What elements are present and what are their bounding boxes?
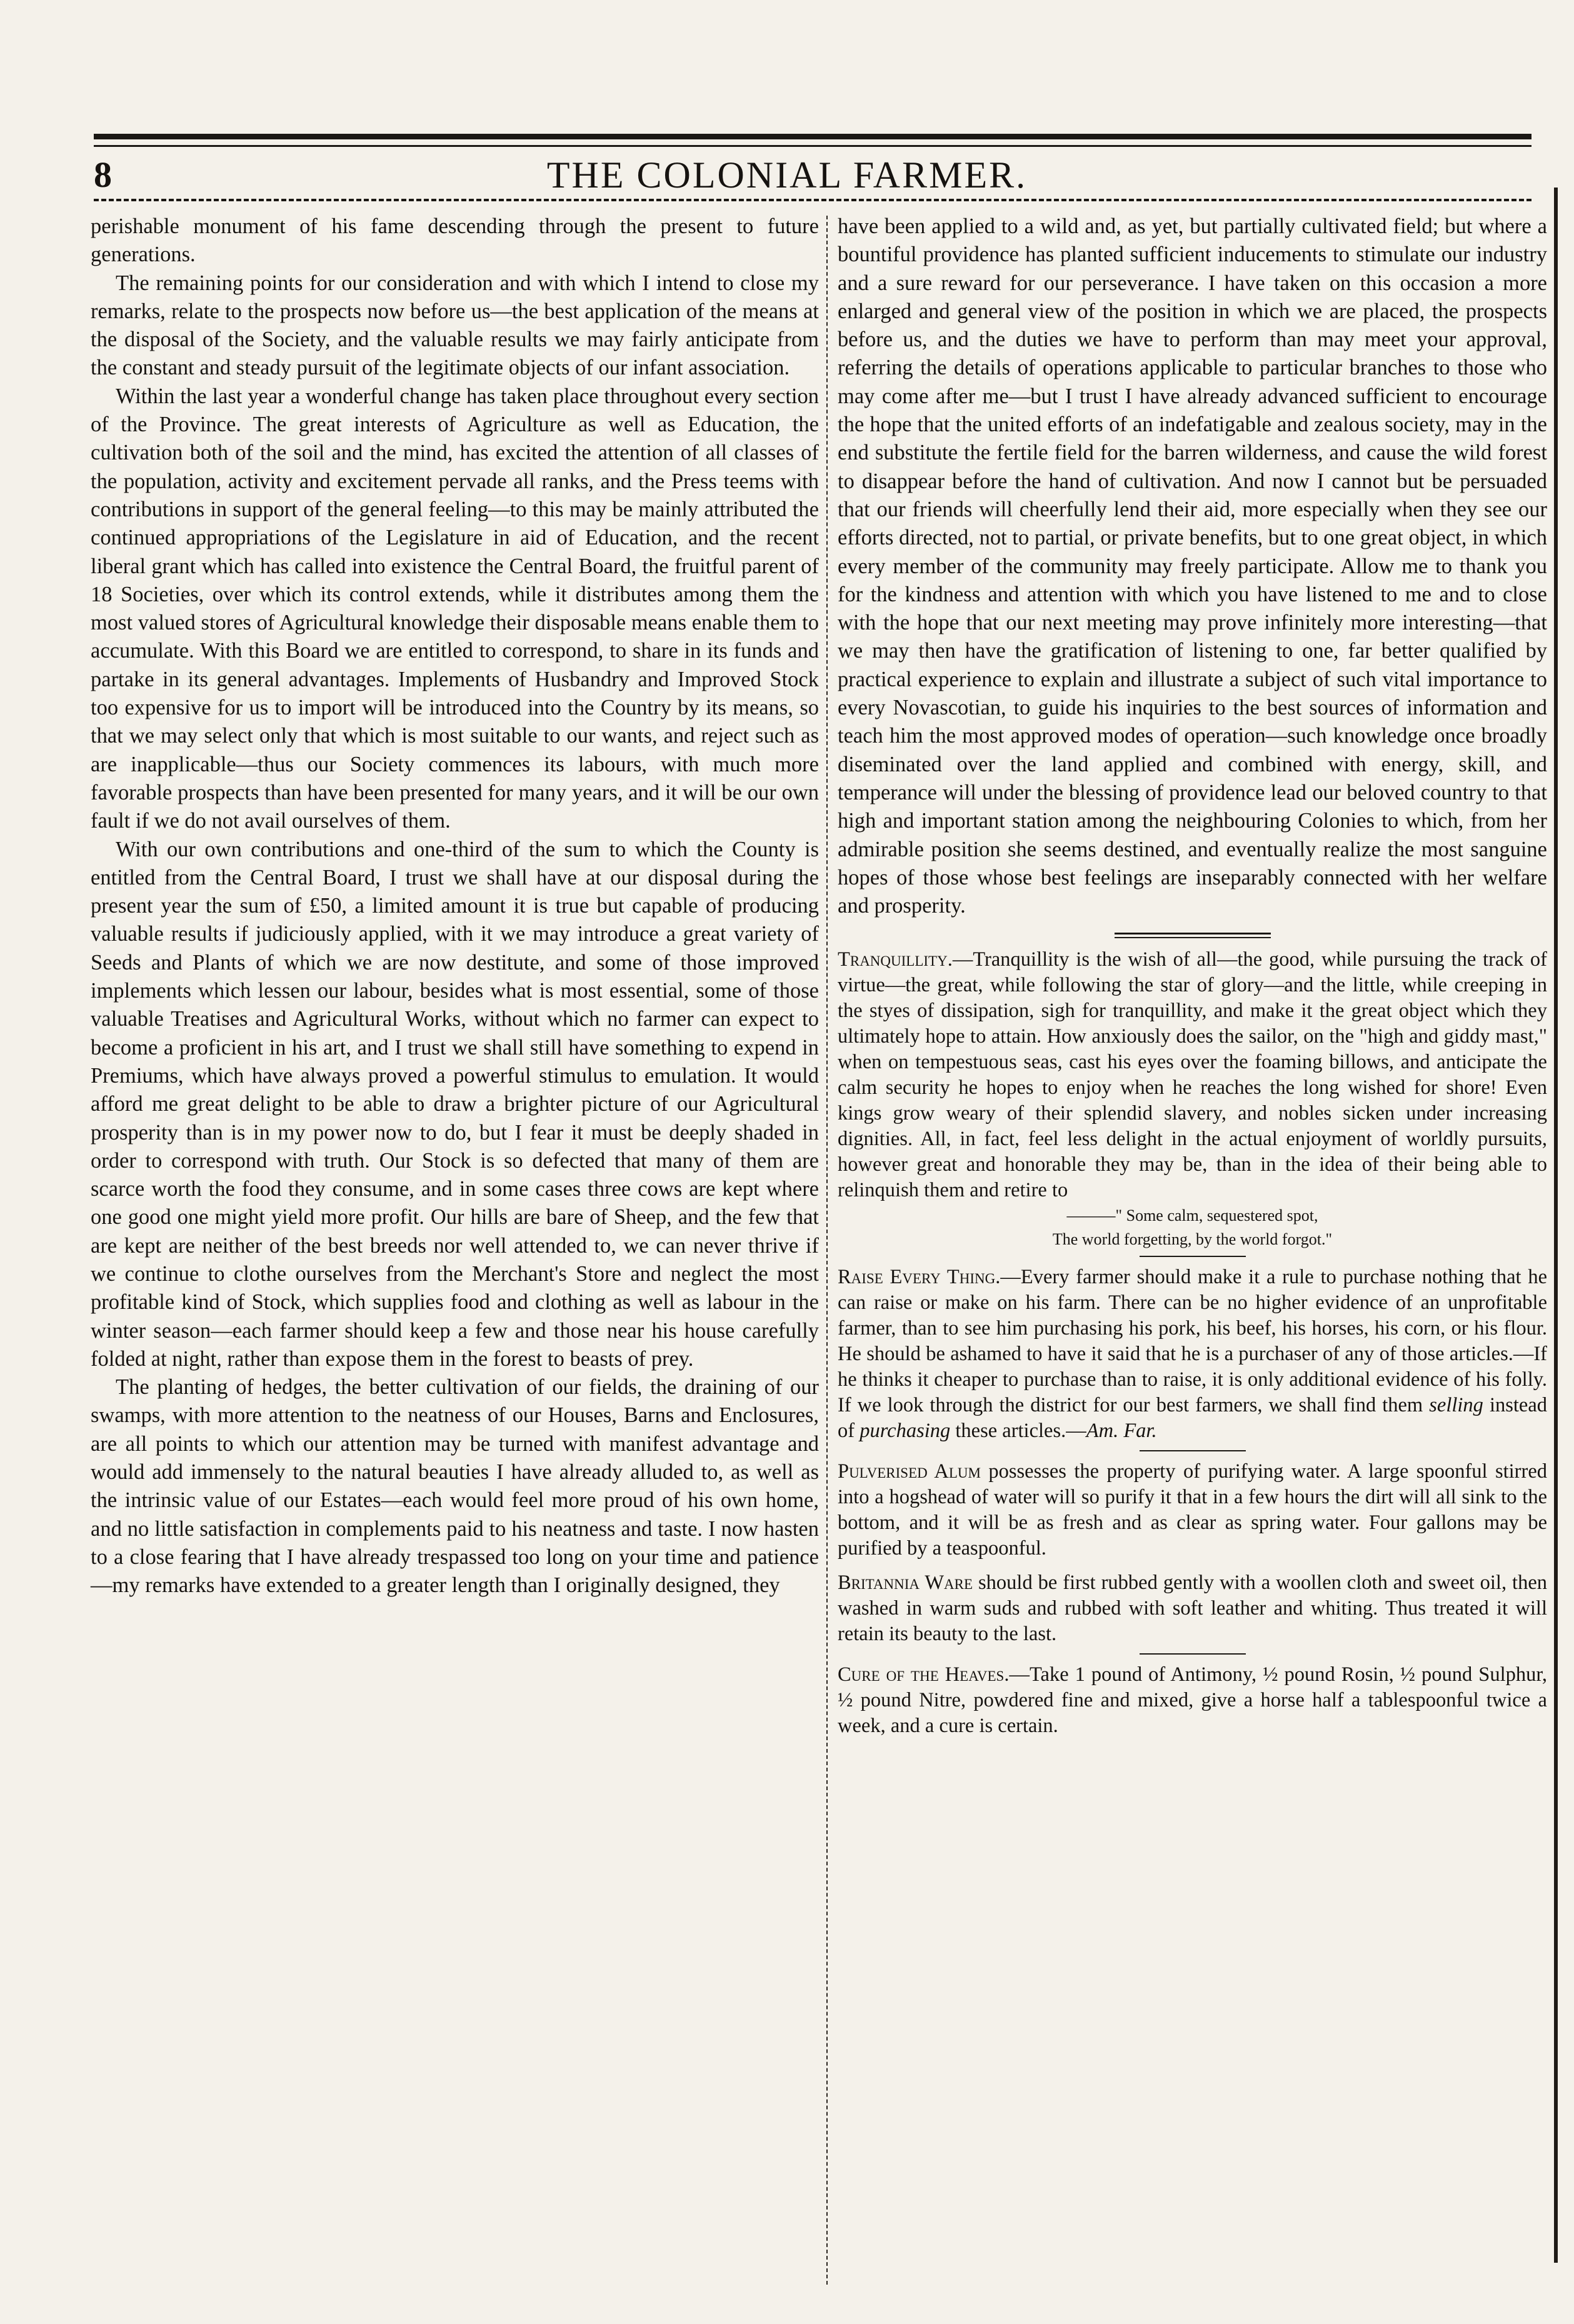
article-heading: Cure of the Heaves. [838, 1663, 1010, 1686]
article-heading: Britannia Ware [838, 1571, 973, 1595]
article-text: —Every farmer should make it a rule to purchase nothing that he can raise or make on his farm. There can be no higher evidence of an unprofitable farmer, than to see him purchasing his pork, his beef, his horses, his corn, or his flour. He should be ashamed to have it said that he is a purchaser of any of those articles.—If he thinks it cheaper to purchase than to raise, it is only additional evidence of his folly. If we look through the district for our best farmers, we shall find them [838, 1266, 1548, 1417]
article-heading: Tranquillity. [838, 948, 953, 971]
article-britannia-ware [838, 1570, 1547, 1647]
article-text: —Take 1 pound of Antimony, ½ pound Rosin, ½ pound Sulphur, ½ pound Nitre, powdered fine and mixed, give a horse half a tablespoonful twice a week, and a cure is certain. [838, 1663, 1547, 1738]
paragraph: The remaining points for our consideration and with which I intend to close my remarks, relate to the prospects now before us—the best application of the means at the disposal of the Society, and the valuable results we may fairly anticipate from the constant and steady pursuit of the legitimate objects of our infant association. [91, 271, 819, 380]
top-thin-rule [94, 145, 1531, 147]
top-thick-rule [94, 134, 1531, 139]
article-text: possesses the property of purifying water. A large spoonful stirred into a hogshead of water will so purify it that in a few hours the dirt will all sink to the bottom, and it will be as fresh and as clear as spring water. Four gallons may be purified by a teaspoonful. [838, 1460, 1547, 1560]
paragraph: The planting of hedges, the better cultivation of our fields, the draining of our swamps, with more attention to the neatness of our Houses, Barns and Enclosures, are all points to which our attention may be turned with manifest advantage and would add immensely to the natural beauties I have already alluded to, as well as the intrinsic value of our Estates—each would feel more proud of his own home, and no little satisfaction in complements paid to his neatness and taste. I now hasten to a close fearing that I have already trespassed too long on your time and patience—my remarks have extended to a greater length than I originally designed, they [91, 1375, 819, 1598]
section-divider [1140, 1653, 1246, 1655]
quote-line: ———" Some calm, sequestered spot, [1066, 1206, 1318, 1225]
paragraph: have been applied to a wild and, as yet, but partially cultivated field; but where a bountiful providence has planted sufficient inducements to stimulate our industry and a sure reward for our perseverance. I have taken on this occasion a more enlarged and general view of the position in which we are placed, the prospects before us, and the duties we have to perform than may meet your approval, referring the details of operations applicable to particular branches to those who may come after me—but I trust I have already advanced sufficient to encourage the hope that the united efforts of an indefatigable and zealous society, may in the end substitute the fertile field for the barren wilderness, and cause the wild forest to disappear before the hand of cultivation. And now I cannot but be persuaded that our friends will cheerfully lend their aid, more especially when they see our efforts directed, not to partial, or private benefits, but to one great object, in which every member of the community may freely participate. Allow me to thank you for the kindness and attention with which you have listened to me and to close with the hope that our next meeting may prove infinitely more interesting—that we may then have the gratification of listening to one, far better qualified by practical experience to explain and illustrate a subject of such vital importance to every Novascotian, to guide his inquiries to the best sources of information and teach him the most approved modes of operation—such knowledge once broadly diseminated over the land applied and combined with energy, skill, and temperance will under the blessing of providence lead our beloved country to that high and important station among the neighbouring Colonies to which, from her admirable position she seems destined, and eventually realize the most sanguine hopes of those whose best feelings are inseparably connected with her welfare and prosperity. [838, 214, 1547, 918]
section-divider [1140, 1256, 1246, 1257]
article-heading: Pulverised Alum [838, 1460, 981, 1483]
column-divider [826, 216, 828, 2285]
page-number: 8 [94, 154, 112, 195]
quote-line: The world forgetting, by the world forgot." [1052, 1230, 1333, 1249]
emphasis: selling [1429, 1394, 1483, 1417]
article-pulverised-alum [838, 1459, 1547, 1561]
emphasis: purchasing [860, 1420, 951, 1443]
article-text: should be first rubbed gently with a woollen cloth and sweet oil, then washed in warm suds and rubbed with soft leather and whiting. Thus treated it will retain its beauty to the last. [838, 1571, 1547, 1646]
article-text: instead of [838, 1394, 1547, 1443]
masthead-title: THE COLONIAL FARMER. [546, 154, 1028, 196]
article-cure-of-heaves [838, 1662, 1547, 1739]
article-text: —Tranquillity is the wish of all—the good, while pursuing the track of virtue—the great, while following the star of glory—and the little, while creeping in the styes of dissipation, sigh for tranquillity, and make it the great object which they ultimately hope to attain. How anxiously does the sailor, on the "high and giddy mast," when on tempestuous seas, cast his eyes over the foaming billows, and anticipate the calm security he hopes to enjoy when he reaches the long wished for shore! Even kings grow weary of their splendid slavery, and nobles sicken under increasing dignities. All, in fact, feel less delight in the actual enjoyment of worldly pursuits, however great and honorable they may be, than in the idea of their being able to relinquish them and retire to [838, 948, 1547, 1202]
paragraph: Within the last year a wonderful change has taken place throughout every section of the Province. The great interests of Agriculture as well as Education, the cultivation both of the soil and the mind, has excited the attention of all classes of the population, activity and excitement pervade all ranks, and the Press teems with contributions in support of the general feeling—to this may be mainly attributed the continued appropriations of the Legislature in aid of Education, and the recent liberal grant which has called into existence the Central Board, the fruitful parent of 18 Societies, over which its control extends, while it distributes among them the most valued stores of Agricultural knowledge their disposable means enable them to accumulate. With this Board we are entitled to correspond, to share in its funds and partake in its general advantages. Implements of Husbandry and Improved Stock too expensive for us to import will be introduced into the Country by its means, so that we may select only that which is most suitable to our wants, and reject such as are inapplicable—thus our Society commences its labours, with much more favorable prospects than have been presented for many years, and it will be our own fault if we do not avail ourselves of them. [91, 384, 819, 833]
right-column [838, 213, 1547, 1739]
section-divider [1140, 1450, 1246, 1451]
left-column [91, 213, 819, 1600]
paragraph: perishable monument of his fame descending through the present to future generations. [91, 214, 819, 267]
article-source: Am. Far. [1086, 1420, 1157, 1443]
article-raise-every-thing [838, 1265, 1547, 1444]
page-edge-shadow [1554, 188, 1558, 2263]
section-divider [1115, 933, 1271, 938]
article-text: these articles.— [950, 1420, 1086, 1443]
article-heading: Raise Every Thing. [838, 1266, 1001, 1289]
header-dashed-rule [94, 199, 1531, 201]
paragraph: With our own contributions and one-third of the sum to which the County is entitled from the Central Board, I trust we shall have at our disposal during the present year the sum of £50, a limited amount it is true but capable of producing valuable results if judiciously applied, with it we may introduce a great variety of Seeds and Plants of which we are now destitute, and some of those improved implements which lessen our labour, besides what is most essential, some of those valuable Treatises and Agricultural Works, without which no farmer can expect to become a proficient in his art, and I trust we shall still have something to expend in Premiums, which have always proved a powerful stimulus to emulation. It would afford me great delight to be able to draw a brighter picture of our Agricultural prosperity than is in my power now to do, but I fear it must be deeply shaded in order to correspond with truth. Our Stock is so defected that many of them are scarce worth the food they consume, and in some cases three cows are kept where one good one might yield more profit. Our hills are bare of Sheep, and the few that are kept are neither of the best breeds nor well attended to, we can never thrive if we continue to clothe ourselves from the Merchant's Store and neglect the most profitable kind of Stock, which supplies food and clothing as well as labour in the winter season—each farmer should keep a few and those near his house carefully folded at night, rather than expose them in the forest to beasts of prey. [91, 837, 819, 1371]
article-tranquillity [838, 947, 1547, 1250]
